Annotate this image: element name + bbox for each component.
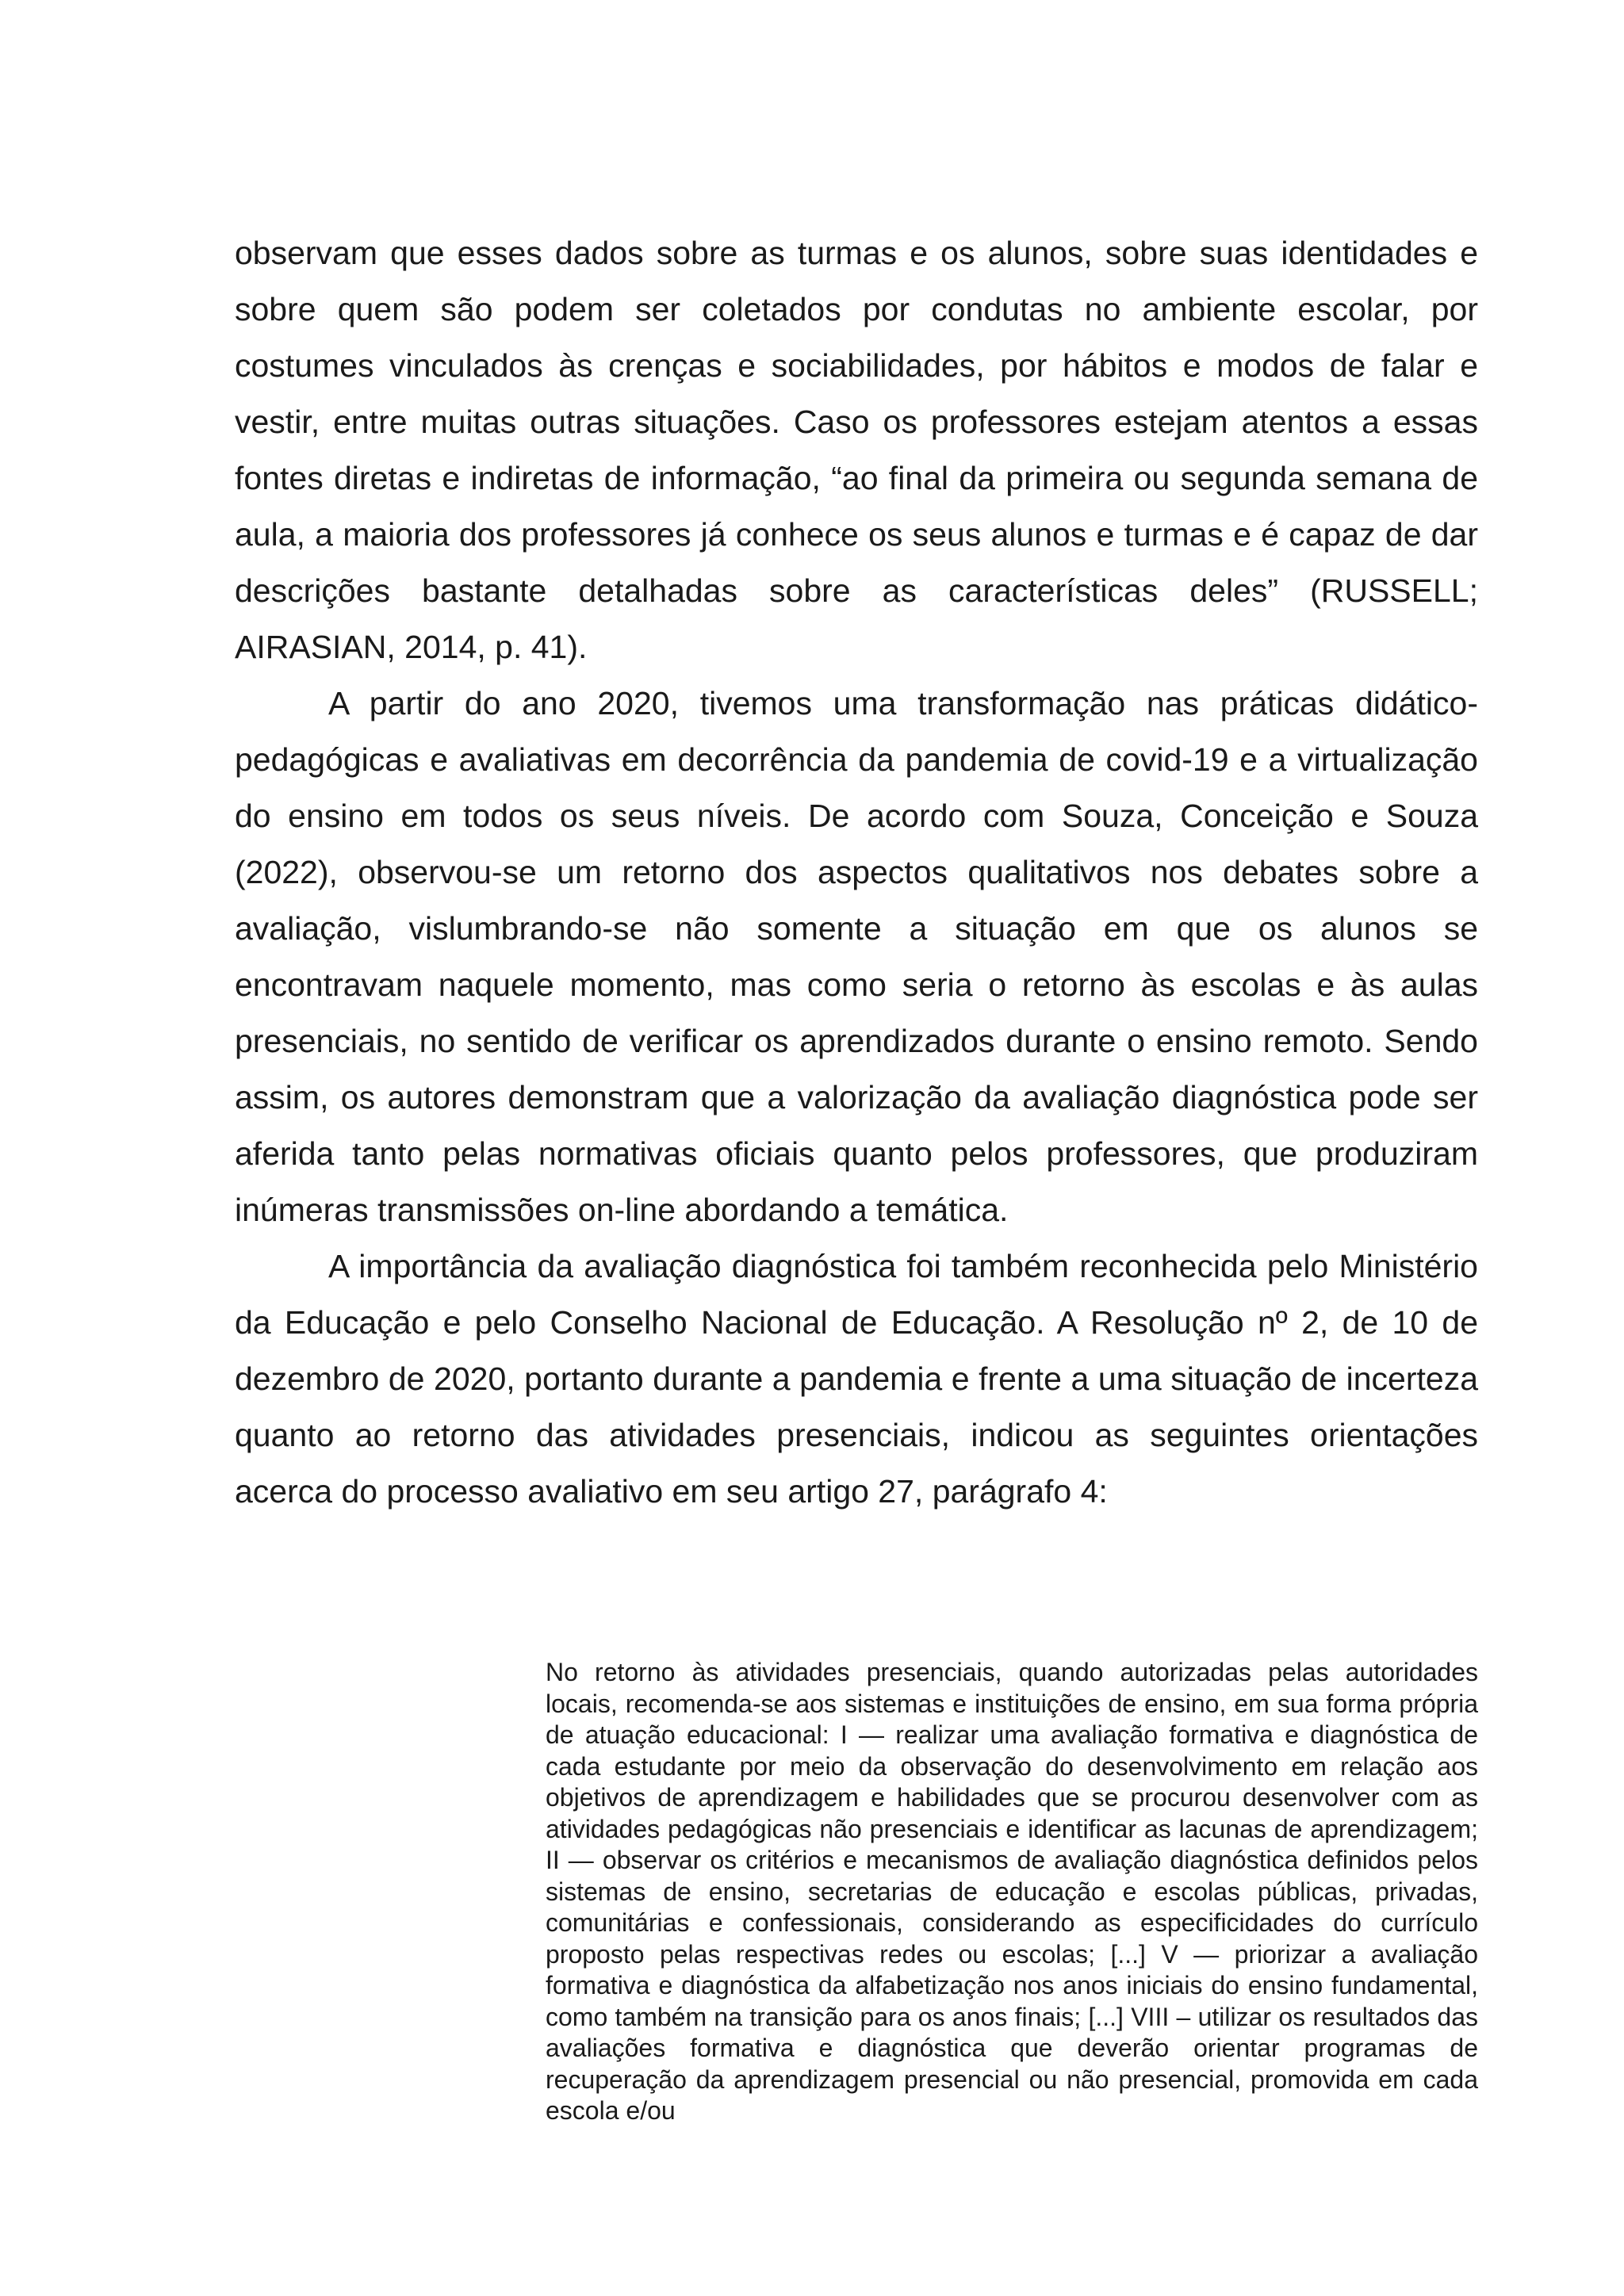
paragraph-pandemic: A partir do ano 2020, tivemos uma transformação nas práticas didático-pedagógicas e avaliativas em decorrência da pandemia de covid-19 e a virtualização do ensino em todos os seus níveis. De acordo com Souza, Conceição e Souza (2022), observou-se um retorno dos aspectos qualitativos nos debates sobre a avaliação, vislumbrando-se não somente a situação em que os alunos se encontravam naquele momento, mas como seria o retorno às escolas e às aulas presenciais, no sentido de verificar os aprendizados durante o ensino remoto. Sendo assim, os autores demonstram que a valorização da avaliação diagnóstica pode ser aferida tanto pelas normativas oficiais quanto pelos professores, que produziram inúmeras transmissões on-line abordando a temática. [235, 685, 1478, 1228]
body-text [235, 225, 1478, 1520]
block-quote: No retorno às atividades presenciais, quando autorizadas pelas autoridades locais, recomenda-se aos sistemas e instituições de ensino, em sua forma própria de atuação educacional: I — realizar uma avaliação formativa e diagnóstica de cada estudante por meio da observação do desenvolvimento em relação aos objetivos de aprendizagem e habilidades que se procurou desenvolver com as atividades pedagógicas não presenciais e identificar as lacunas de aprendizagem; II — observar os critérios e mecanismos de avaliação diagnóstica definidos pelos sistemas de ensino, secretarias de educação e escolas públicas, privadas, comunitárias e confessionais, considerando as especificidades do currículo proposto pelas respectivas redes ou escolas; [...] V — priorizar a avaliação formativa e diagnóstica da alfabetização nos anos iniciais do ensino fundamental, como também na transição para os anos finais; [...] VIII – utilizar os resultados das avaliações formativa e diagnóstica que deverão orientar programas de recuperação da aprendizagem presencial ou não presencial, promovida em cada escola e/ou [546, 1658, 1478, 2125]
paragraph-continuation: observam que esses dados sobre as turmas e os alunos, sobre suas identidades e sobre quem são podem ser coletados por condutas no ambiente escolar, por costumes vinculados às crenças e sociabilidades, por hábitos e modos de falar e vestir, entre muitas outras situações. Caso os professores estejam atentos a essas fontes diretas e indiretas de informação, “ao final da primeira ou segunda semana de aula, a maioria dos professores já conhece os seus alunos e turmas e é capaz de dar descrições bastante detalhadas sobre as características deles” (RUSSELL; AIRASIAN, 2014, p. 41). [235, 235, 1478, 665]
paragraph-resolution: A importância da avaliação diagnóstica foi também reconhecida pelo Ministério da Educação e pelo Conselho Nacional de Educação. A Resolução nº 2, de 10 de dezembro de 2020, portanto durante a pandemia e frente a uma situação de incerteza quanto ao retorno das atividades presenciais, indicou as seguintes orientações acerca do processo avaliativo em seu artigo 27, parágrafo 4: [235, 1248, 1478, 1510]
